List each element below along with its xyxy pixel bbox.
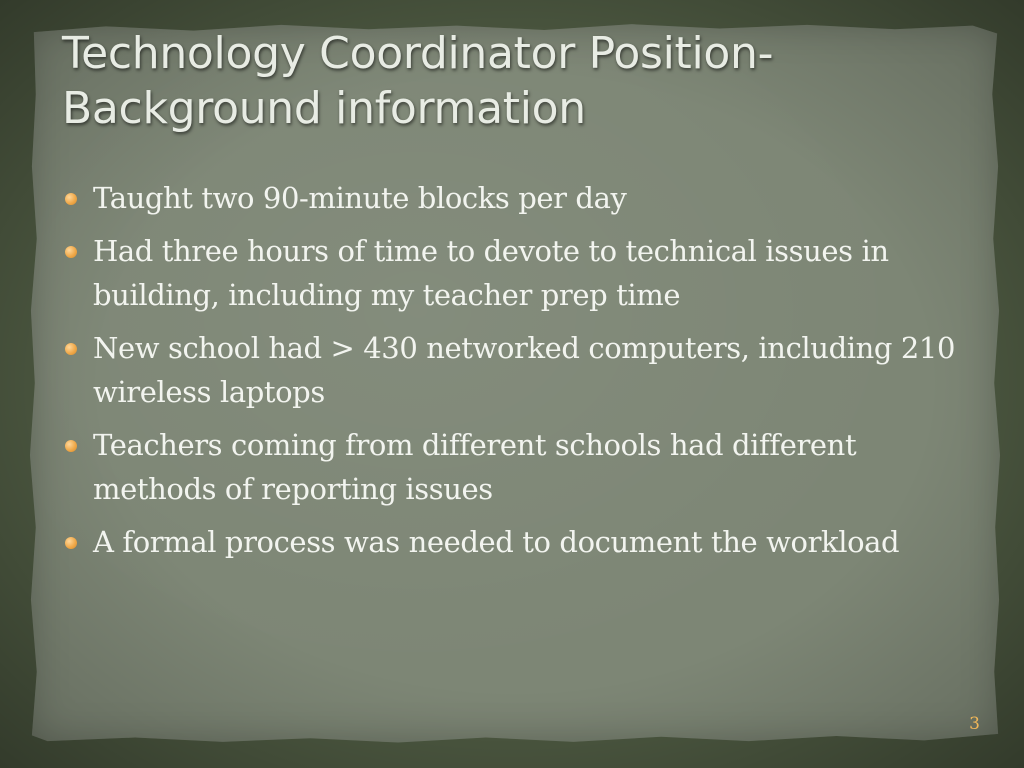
- bullet-dot-icon: [65, 246, 77, 258]
- bullet-text: New school had > 430 networked computers, including 210 wireless laptops: [93, 331, 956, 409]
- bullet-item: [62, 176, 962, 220]
- bullet-item: [62, 520, 962, 564]
- bullet-item: [62, 326, 962, 414]
- title-line: Background information: [62, 83, 586, 134]
- page-number: 3: [969, 714, 980, 734]
- bullet-dot-icon: [65, 343, 77, 355]
- bullet-item: [62, 423, 962, 511]
- bullet-text: Had three hours of time to devote to technical issues in building, including my teacher prep time: [93, 234, 889, 312]
- bullet-dot-icon: [65, 193, 77, 205]
- bullet-list: [62, 176, 962, 573]
- bullet-dot-icon: [65, 537, 77, 549]
- bullet-text: A formal process was needed to document the workload: [93, 525, 900, 559]
- title-line: Technology Coordinator Position-: [62, 28, 774, 79]
- bullet-dot-icon: [65, 440, 77, 452]
- bullet-item: [62, 229, 962, 317]
- bullet-text: Teachers coming from different schools had different methods of reporting issues: [93, 428, 857, 506]
- bullet-text: Taught two 90-minute blocks per day: [93, 181, 627, 215]
- slide-title: [62, 26, 962, 136]
